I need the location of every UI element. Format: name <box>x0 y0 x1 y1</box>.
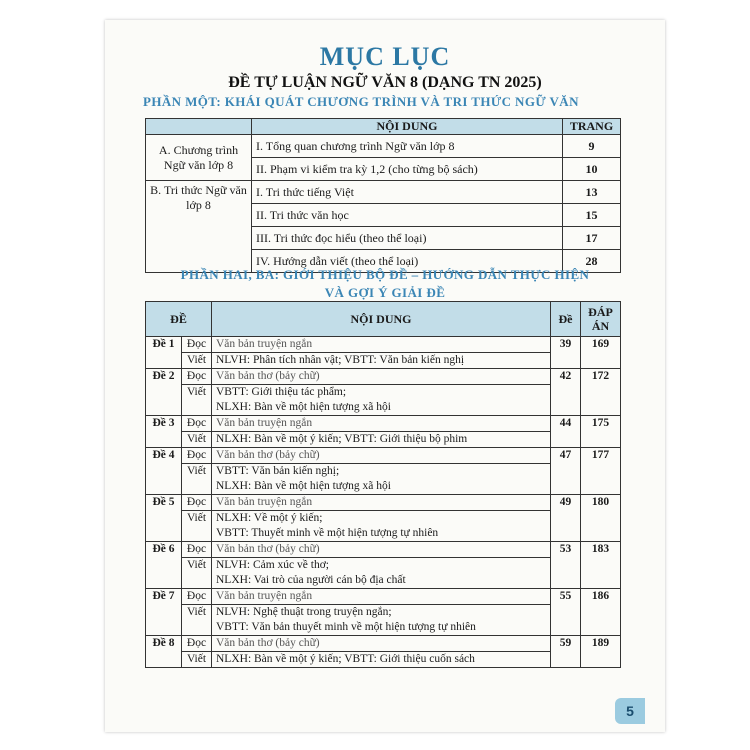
exam-page: 53 <box>551 542 581 589</box>
table-row <box>146 558 621 589</box>
exam-page: 39 <box>551 337 581 369</box>
book-page <box>105 20 665 732</box>
table-row <box>146 636 621 652</box>
header-de: ĐỀ <box>146 302 212 337</box>
exam-page: 59 <box>551 636 581 668</box>
answer-page: 180 <box>581 495 621 542</box>
answer-page: 189 <box>581 636 621 668</box>
read-label: Đọc <box>182 495 212 511</box>
table-row <box>146 448 621 464</box>
header-answer: ĐÁP ÁN <box>581 302 621 337</box>
row-page: 9 <box>563 135 621 158</box>
section-part-one: PHẦN MỘT: KHÁI QUÁT CHƯƠNG TRÌNH VÀ TRI THỨC NGỮ VĂN <box>143 94 579 109</box>
answer-page: 175 <box>581 416 621 448</box>
row-content: II. Tri thức văn học <box>252 204 563 227</box>
exam-number: Đề 2 <box>146 369 182 416</box>
write-content: NLXH: Về một ý kiến; VBTT: Thuyết minh về một hiện tượng tự nhiên <box>212 511 551 542</box>
page-title: MỤC LỤC <box>319 42 451 71</box>
read-content: Văn bản thơ (bảy chữ) <box>212 369 551 385</box>
row-page: 28 <box>563 250 621 273</box>
read-label: Đọc <box>182 589 212 605</box>
read-label: Đọc <box>182 369 212 385</box>
write-content: NLXH: Bàn về một ý kiến; VBTT: Giới thiệu bộ phim <box>212 432 551 448</box>
row-content: II. Phạm vi kiểm tra kỳ 1,2 (cho từng bộ sách) <box>252 158 563 181</box>
table-part-one <box>145 118 621 273</box>
answer-page: 169 <box>581 337 621 369</box>
row-page: 10 <box>563 158 621 181</box>
table-row <box>146 337 621 353</box>
write-label: Viết <box>182 464 212 495</box>
answer-page: 177 <box>581 448 621 495</box>
row-page: 13 <box>563 181 621 204</box>
table-row <box>146 385 621 416</box>
section-line-1: PHẦN HAI, BA: GIỚI THIỆU BỘ ĐỀ – HƯỚNG DẪN THỰC HIỆN <box>180 267 590 282</box>
exam-page: 44 <box>551 416 581 448</box>
row-content: IV. Hướng dẫn viết (theo thể loại) <box>252 250 563 273</box>
answer-page: 172 <box>581 369 621 416</box>
exam-page: 55 <box>551 589 581 636</box>
read-label: Đọc <box>182 542 212 558</box>
read-content: Văn bản truyện ngắn <box>212 495 551 511</box>
read-content: Văn bản thơ (bảy chữ) <box>212 448 551 464</box>
exam-number: Đề 6 <box>146 542 182 589</box>
header-content: NỘI DUNG <box>212 302 551 337</box>
row-content: I. Tổng quan chương trình Ngữ văn lớp 8 <box>252 135 563 158</box>
row-content: I. Tri thức tiếng Việt <box>252 181 563 204</box>
page-number: 5 <box>615 698 645 724</box>
header-content: NỘI DUNG <box>252 119 563 135</box>
group-label: A. Chương trình Ngữ văn lớp 8 <box>146 135 252 181</box>
table-row <box>146 605 621 636</box>
table-row <box>146 353 621 369</box>
table-exams <box>145 301 621 668</box>
table-row <box>146 181 621 204</box>
exam-page: 42 <box>551 369 581 416</box>
read-label: Đọc <box>182 337 212 353</box>
read-content: Văn bản truyện ngắn <box>212 416 551 432</box>
exam-page: 47 <box>551 448 581 495</box>
header-de-page: Đề <box>551 302 581 337</box>
exam-number: Đề 3 <box>146 416 182 448</box>
group-label: B. Tri thức Ngữ văn lớp 8 <box>146 181 252 273</box>
book-subtitle: ĐỀ TỰ LUẬN NGỮ VĂN 8 (DẠNG TN 2025) <box>228 74 542 91</box>
exam-number: Đề 4 <box>146 448 182 495</box>
read-content: Văn bản truyện ngắn <box>212 589 551 605</box>
write-label: Viết <box>182 432 212 448</box>
table-header-row <box>146 119 621 135</box>
write-label: Viết <box>182 605 212 636</box>
table-row <box>146 511 621 542</box>
write-content: VBTT: Văn bản kiến nghị; NLXH: Bàn về một hiện tượng xã hội <box>212 464 551 495</box>
read-content: Văn bản thơ (bảy chữ) <box>212 542 551 558</box>
write-content: NLVH: Nghệ thuật trong truyện ngắn; VBTT: Văn bản thuyết minh về một hiện tượng tự nhiên <box>212 605 551 636</box>
table-row <box>146 416 621 432</box>
table-row <box>146 464 621 495</box>
write-content: NLXH: Bàn về một ý kiến; VBTT: Giới thiệu cuốn sách <box>212 652 551 668</box>
write-label: Viết <box>182 652 212 668</box>
write-label: Viết <box>182 353 212 369</box>
table-row <box>146 542 621 558</box>
section-line-2: VÀ GỢI Ý GIẢI ĐỀ <box>324 285 446 300</box>
read-label: Đọc <box>182 636 212 652</box>
exam-page: 49 <box>551 495 581 542</box>
write-label: Viết <box>182 385 212 416</box>
table-row <box>146 369 621 385</box>
table-row <box>146 495 621 511</box>
row-content: III. Tri thức đọc hiểu (theo thể loại) <box>252 227 563 250</box>
table-row <box>146 135 621 158</box>
write-label: Viết <box>182 511 212 542</box>
exam-number: Đề 7 <box>146 589 182 636</box>
write-content: NLVH: Cảm xúc về thơ; NLXH: Vai trò của người cán bộ địa chất <box>212 558 551 589</box>
read-content: Văn bản thơ (bảy chữ) <box>212 636 551 652</box>
section-part-two-three <box>105 266 665 302</box>
table-row <box>146 589 621 605</box>
row-page: 15 <box>563 204 621 227</box>
answer-page: 183 <box>581 542 621 589</box>
header-blank <box>146 119 252 135</box>
write-content: VBTT: Giới thiệu tác phẩm; NLXH: Bàn về một hiện tượng xã hội <box>212 385 551 416</box>
exam-number: Đề 5 <box>146 495 182 542</box>
read-content: Văn bản truyện ngắn <box>212 337 551 353</box>
read-label: Đọc <box>182 448 212 464</box>
write-content: NLVH: Phân tích nhân vật; VBTT: Văn bản kiến nghị <box>212 353 551 369</box>
table-row <box>146 432 621 448</box>
answer-page: 186 <box>581 589 621 636</box>
exam-number: Đề 1 <box>146 337 182 369</box>
write-label: Viết <box>182 558 212 589</box>
exam-number: Đề 8 <box>146 636 182 668</box>
read-label: Đọc <box>182 416 212 432</box>
table-header-row <box>146 302 621 337</box>
table-row <box>146 652 621 668</box>
row-page: 17 <box>563 227 621 250</box>
header-page: TRANG <box>563 119 621 135</box>
